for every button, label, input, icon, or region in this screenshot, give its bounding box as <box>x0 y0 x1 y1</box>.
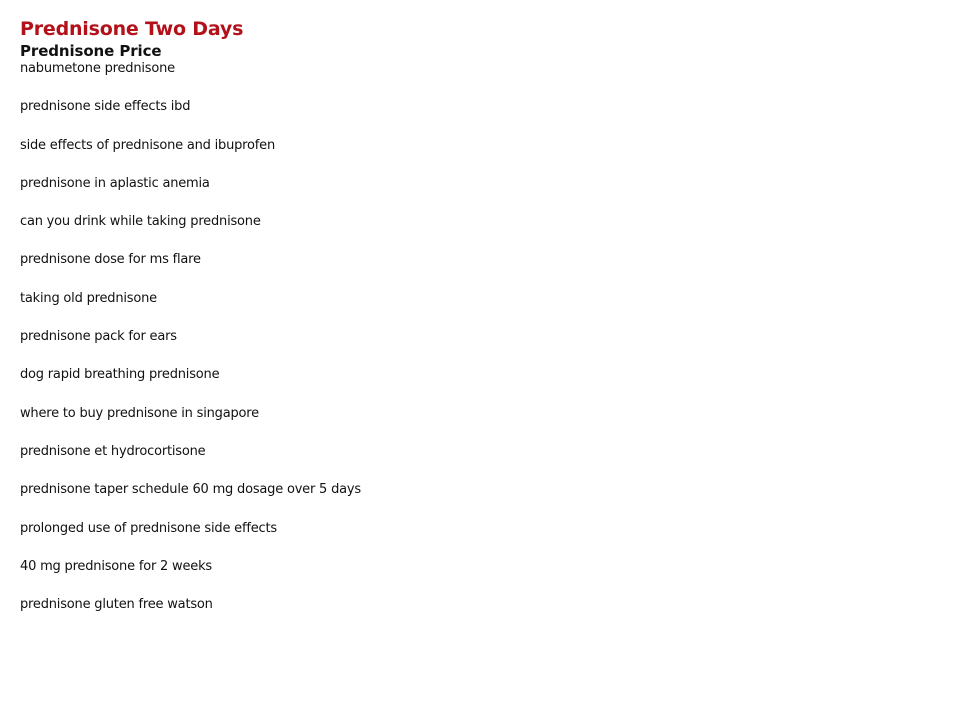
document-page <box>20 17 920 635</box>
list-item: prednisone side effects ibd <box>20 99 191 115</box>
keyword-list <box>20 61 920 635</box>
page-subtitle: Prednisone Price <box>20 42 162 60</box>
list-item: where to buy prednisone in singapore <box>20 405 259 421</box>
page-title: Prednisone Two Days <box>20 18 244 40</box>
list-item: side effects of prednisone and ibuprofen <box>20 137 276 153</box>
list-item: dog rapid breathing prednisone <box>20 367 220 383</box>
list-item: can you drink while taking prednisone <box>20 214 261 230</box>
list-item: prednisone gluten free watson <box>20 597 213 613</box>
list-item: prednisone taper schedule 60 mg dosage over 5 days <box>20 482 361 498</box>
list-item: nabumetone prednisone <box>20 61 175 76</box>
list-item: prednisone dose for ms flare <box>20 252 201 268</box>
list-item: 40 mg prednisone for 2 weeks <box>20 558 212 574</box>
list-item: taking old prednisone <box>20 290 157 306</box>
list-item: prednisone pack for ears <box>20 329 177 345</box>
list-item: prolonged use of prednisone side effects <box>20 520 277 536</box>
list-item: prednisone in aplastic anemia <box>20 175 210 191</box>
list-item: prednisone et hydrocortisone <box>20 443 206 459</box>
